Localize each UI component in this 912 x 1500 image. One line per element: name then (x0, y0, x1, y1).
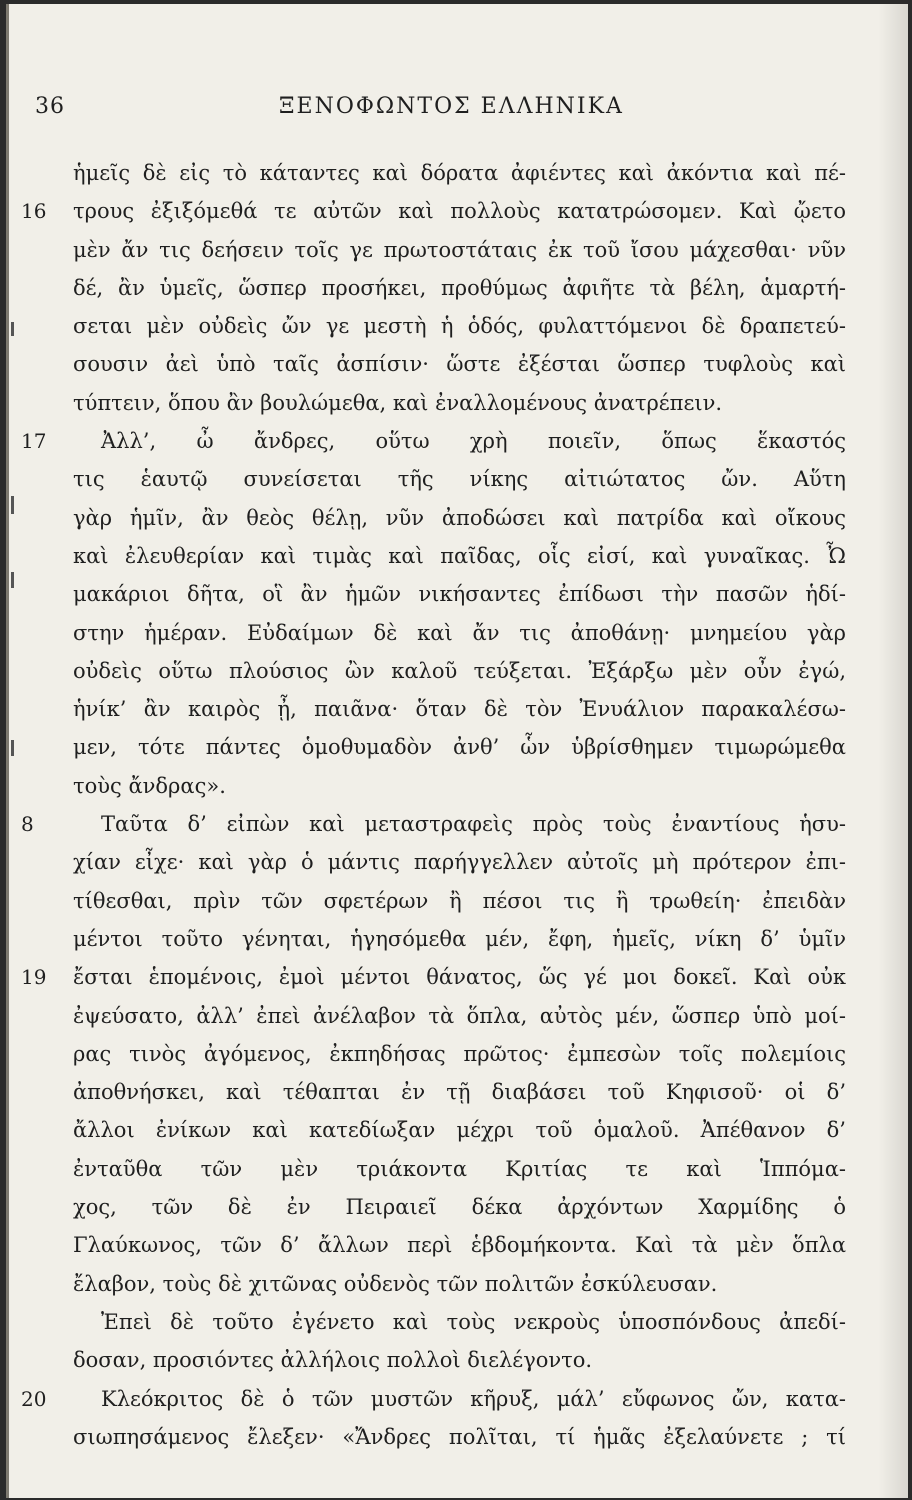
text-line: Κλεόκριτος δὲ ὁ τῶν μυστῶν κῆρυξ, μάλ’ εὔφωνος ὤν, κατα- (101, 1386, 846, 1411)
text-line: μὲν ἄν τις δεήσειν τοῖς γε πρωτοστάταις ἐκ τοῦ ἴσου μάχεσθαι· νῦν (73, 237, 846, 262)
text-line: μακάριοι δῆτα, οἳ ἂν ἡμῶν νικήσαντες ἐπίδωσι τὴν πασῶν ἡδί- (73, 582, 846, 607)
text-body (21, 154, 846, 1456)
page-number: 36 (35, 94, 65, 119)
section-number: 17 (21, 429, 47, 453)
text-line: Ἐπεὶ δὲ τοῦτο ἐγένετο καὶ τοὺς νεκροὺς ὑποσπόνδους ἀπεδί- (101, 1309, 846, 1334)
text-line: σεται μὲν οὐδεὶς ὤν γε μεστὴ ἡ ὁδός, φυλαττόμενοι δὲ δραπετεύ- (73, 314, 846, 339)
text-line: οὐδεὶς οὕτω πλούσιος ὢν καλοῦ τεύξεται. Ἐξάρξω μὲν οὖν ἐγώ, (73, 658, 846, 683)
text-line: ἐψεύσατο, ἀλλ’ ἐπεὶ ἀνέλαβον τὰ ὅπλα, αὐτὸς μέν, ὥσπερ ὑπὸ μοί- (73, 1003, 846, 1028)
running-title: ΞΕΝΟΦΩΝΤΟΣ ΕΛΛΗΝΙΚΑ (279, 94, 624, 119)
text-line: γὰρ ἡμῖν, ἂν θεὸς θέλῃ, νῦν ἀποδώσει καὶ πατρίδα καὶ οἴκους (73, 505, 846, 530)
text-line: Ἀλλ’, ὦ ἄνδρες, οὕτω χρὴ ποιεῖν, ὅπως ἕκαστός (101, 429, 846, 454)
text-line: χος, τῶν δὲ ἐν Πειραιεῖ δέκα ἀρχόντων Χαρμίδης ὁ (73, 1195, 846, 1220)
text-line: μέντοι τοῦτο γένηται, ἡγησόμεθα μέν, ἔφη, ἡμεῖς, νίκη δ’ ὑμῖν (73, 926, 846, 951)
text-line: ἀποθνήσκει, καὶ τέθαπται ἐν τῇ διαβάσει τοῦ Κηφισοῦ· οἱ δ’ (73, 1080, 846, 1105)
text-line: ἄλλοι ἐνίκων καὶ κατεδίωξαν μέχρι τοῦ ὁμαλοῦ. Ἀπέθανον δ’ (73, 1118, 846, 1143)
text-line: δέ, ἂν ὑμεῖς, ὥσπερ προσήκει, προθύμως ἀφιῆτε τὰ βέλη, ἁμαρτή- (73, 275, 846, 300)
text-line: στην ἡμέραν. Εὐδαίμων δὲ καὶ ἄν τις ἀποθάνῃ· μνημείου γὰρ (73, 620, 846, 645)
section-number: 19 (21, 965, 47, 989)
text-line: ἔσται ἑπομένοις, ἐμοὶ μέντοι θάνατος, ὥς γέ μοι δοκεῖ. Καὶ οὐκ (73, 965, 846, 990)
text-line: τις ἑαυτῷ συνείσεται τῆς νίκης αἰτιώτατος ὤν. Αὕτη (73, 467, 846, 492)
text-line: τοὺς ἄνδρας». (73, 773, 226, 798)
margin-mark (11, 496, 14, 514)
text-line: Γλαύκωνος, τῶν δ’ ἄλλων περὶ ἑβδομήκοντα. Καὶ τὰ μὲν ὅπλα (73, 1233, 846, 1258)
margin-mark (11, 740, 14, 756)
text-line: Ταῦτα δ’ εἰπὼν καὶ μεταστραφεὶς πρὸς τοὺς ἐναντίους ἡσυ- (101, 812, 846, 837)
text-line: ἔλαβον, τοὺς δὲ χιτῶνας οὐδενὸς τῶν πολιτῶν ἐσκύλευσαν. (73, 1271, 718, 1296)
section-number: 20 (21, 1387, 47, 1411)
text-line: ἡμεῖς δὲ εἰς τὸ κάταντες καὶ δόρατα ἀφιέντες καὶ ἀκόντια καὶ πέ- (73, 161, 846, 185)
margin-mark (11, 322, 14, 336)
text-line: τρους ἐξιξόμεθά τε αὐτῶν καὶ πολλοὺς κατατρώσομεν. Καὶ ᾤετο (73, 199, 846, 224)
text-line: τίθεσθαι, πρὶν τῶν σφετέρων ἢ πέσοι τις ἢ τρωθείη· ἐπειδὰν (73, 888, 846, 913)
page-header (35, 94, 868, 124)
text-line: σουσιν ἀεὶ ὑπὸ ταῖς ἀσπίσιν· ὥστε ἐξέσται ὥσπερ τυφλοὺς καὶ (73, 352, 846, 377)
text-line: ρας τινὸς ἀγόμενος, ἐκπηδήσας πρῶτος· ἐμπεσὼν τοῖς πολεμίοις (73, 1041, 846, 1066)
text-line: τύπτειν, ὅπου ἂν βουλώμεθα, καὶ ἐναλλομένους ἀνατρέπειν. (73, 390, 723, 415)
text-line: μεν, τότε πάντες ὁμοθυμαδὸν ἀνθ’ ὧν ὑβρίσθημεν τιμωρώμεθα (73, 735, 846, 760)
section-number: 8 (21, 812, 34, 836)
text-line: χίαν εἶχε· καὶ γὰρ ὁ μάντις παρήγγελλεν αὐτοῖς μὴ πρότερον ἐπι- (73, 850, 846, 875)
page-shadow (878, 4, 908, 1498)
margin-mark (11, 572, 14, 588)
text-line: ἐνταῦθα τῶν μὲν τριάκοντα Κριτίας τε καὶ Ἱππόμα- (73, 1156, 846, 1181)
text-line: σιωπησάμενος ἔλεξεν· «Ἄνδρες πολῖται, τί ἡμᾶς ἐξελαύνετε ; τί (73, 1424, 846, 1449)
text-line: ἡνίκ’ ἂν καιρὸς ᾖ, παιᾶνα· ὅταν δὲ τὸν Ἐνυάλιον παρακαλέσω- (73, 697, 846, 722)
text-line: καὶ ἐλευθερίαν καὶ τιμὰς καὶ παῖδας, οἷς εἰσί, καὶ γυναῖκας. Ὦ (73, 543, 846, 568)
book-page (6, 4, 908, 1498)
section-number: 16 (21, 199, 47, 224)
text-line: δοσαν, προσιόντες ἀλλήλοις πολλοὶ διελέγοντο. (73, 1348, 593, 1373)
